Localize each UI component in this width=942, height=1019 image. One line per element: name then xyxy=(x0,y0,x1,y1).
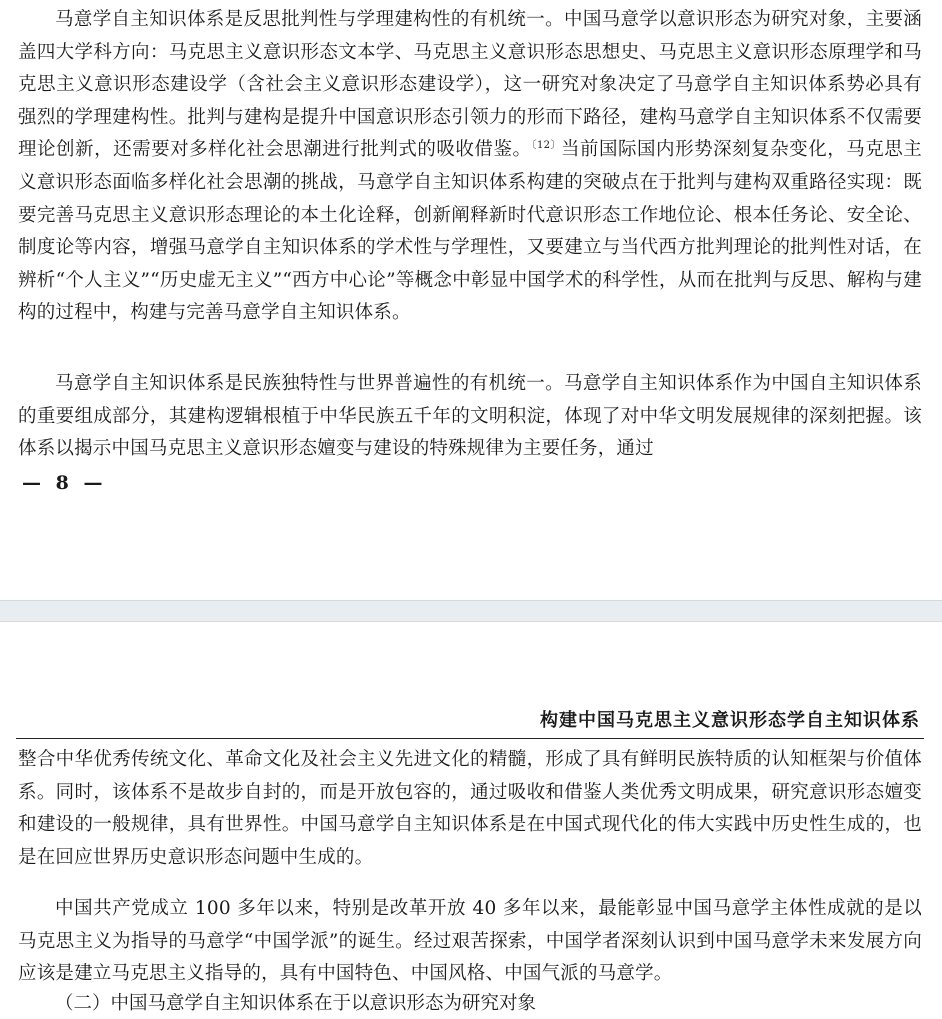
paragraph-text: 当前国际国内形势深刻复杂变化，马克思主义意识形态面临多样化社会思潮的挑战，马意学自主知识体系构建的突破点在于批判与建构双重路径实现：既要完善马克思主义意识形态理论的本土化诠释，创新阐释新时代意识形态工作地位论、根本任务论、安全论、制度论等内容，增强马意学自主知识体系的学术性与学理性，又要建立与当代西方批判理论的批判性对话，在辨析“个人主义”“历史虚无主义”“西方中心论”等概念中彰显中国学术的科学性，从而在批判与反思、解构与建构的过程中，构建与完善马意学自主知识体系。 xyxy=(18,139,922,324)
page-separator xyxy=(0,600,942,622)
footnote-reference[interactable]: 〔12〕 xyxy=(531,140,561,152)
header-rule xyxy=(16,738,924,739)
body-paragraph-continued: 整合中华优秀传统文化、革命文化及社会主义先进文化的精髓，形成了具有鲜明民族特质的认知框架与价值体系。同时，该体系不是故步自封的，而是开放包容的，通过吸收和借鉴人类优秀文明成果，研究意识形态嬗变和建设的一般规律，具有世界性。中国马意学自主知识体系是在中国式现代化的伟大实践中历史性生成的，也是在回应世界历史意识形态问题中生成的。 xyxy=(18,749,922,868)
body-paragraph-critique-construction xyxy=(18,4,922,330)
page-number: — 8 — xyxy=(22,472,107,494)
body-paragraph-national-universal: 马意学自主知识体系是民族独特性与世界普遍性的有机统一。马意学自主知识体系作为中国自主知识体系的重要组成部分，其建构逻辑根植于中华民族五千年的文明积淀，体现了对中华文明发展规律的深刻把握。该体系以揭示中国马克思主义意识形态嬗变与建设的特殊规律为主要任务，通过 xyxy=(18,373,922,460)
body-paragraph-chinese-school: 中国共产党成立 100 多年以来，特别是改革开放 40 多年以来，最能彰显中国马意学主体性成就的是以马克思主义为指导的马意学“中国学派”的诞生。经过艰苦探索，中国学者深刻认识到中国马意学未来发展方向应该是建立马克思主义指导的，具有中国特色、中国风格、中国气派的马意学。 xyxy=(18,898,922,985)
running-header: 构建中国马克思主义意识形态学自主知识体系 xyxy=(540,710,920,731)
section-subheading: （二）中国马意学自主知识体系在于以意识形态为研究对象 xyxy=(55,993,537,1014)
paragraph-text: 马意学自主知识体系是反思批判性与学理建构性的有机统一。中国马意学以意识形态为研究对象，主要涵盖四大学科方向：马克思主义意识形态文本学、马克思主义意识形态思想史、马克思主义意识形态原理学和马克思主义意识形态建设学（含社会主义意识形态建设学），这一研究对象决定了马意学自主知识体系势必具有强烈的学理建构性。批判与建构是提升中国意识形态引领力的形而下路径，建构马意学自主知识体系不仅需要理论创新，还需要对多样化社会思潮进行批判式的吸收借鉴。 xyxy=(18,9,922,161)
